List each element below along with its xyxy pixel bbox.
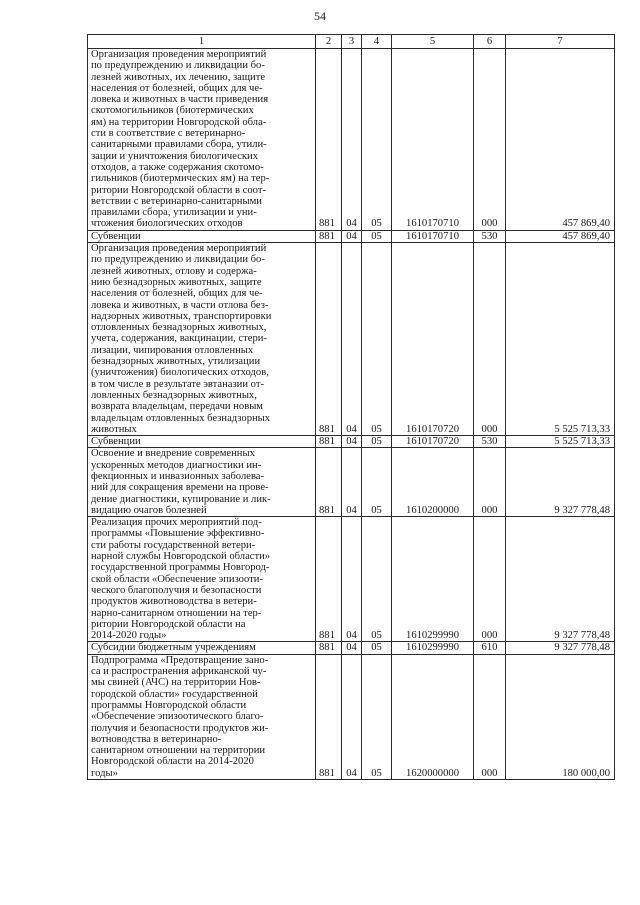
description-line: ритории Новгородской области в соот- xyxy=(91,184,266,196)
description-line: городской области» государственной xyxy=(91,688,258,700)
description-line: ловека и животных, в части отлова без- xyxy=(91,299,269,311)
admin-code-cell: 881 xyxy=(316,448,342,517)
description-line: санитарными правилами сбора, утили- xyxy=(91,139,267,151)
description-line: са и распространения африканской чу- xyxy=(91,666,267,678)
header-row xyxy=(88,35,615,49)
description-line: ческого благополучия и безопасности xyxy=(91,584,262,596)
description-line: ловека и животных в части приведения xyxy=(91,94,269,106)
table-row xyxy=(88,642,615,654)
description-line: ний для сокращения времени на прове- xyxy=(91,482,269,494)
description-line: лезней животных, отлову и содержа- xyxy=(91,265,257,277)
description-line: населения от болезней, общих для че- xyxy=(91,82,263,94)
description-line: Реализация прочих мероприятий под- xyxy=(91,517,262,529)
description-line: в том числе в результате эвтаназии от- xyxy=(91,378,264,390)
table-row xyxy=(88,230,615,242)
header-col-5: 5 xyxy=(392,35,474,49)
description-line: Подпрограмма «Предотвращение зано- xyxy=(91,654,269,666)
row-description xyxy=(88,49,316,231)
description-line: программы «Повышение эффективно- xyxy=(91,528,265,540)
description-line: санитарном отношении на территории xyxy=(91,745,266,757)
row-description xyxy=(88,230,316,242)
target-article-cell: 1610170720 xyxy=(392,436,474,448)
section-code-cell: 04 xyxy=(342,230,362,242)
amount-cell: 9 327 778,48 xyxy=(506,448,615,517)
table-row xyxy=(88,49,615,231)
subsection-code-cell: 05 xyxy=(362,230,392,242)
section-code-cell: 04 xyxy=(342,517,362,642)
description-line: программы Новгородской области xyxy=(91,699,247,711)
row-description xyxy=(88,517,316,642)
expense-type-cell: 000 xyxy=(474,49,506,231)
amount-cell: 180 000,00 xyxy=(506,654,615,779)
description-line: 2014-2020 годы» xyxy=(91,630,167,642)
target-article-cell: 1610170720 xyxy=(392,243,474,436)
header-col-3: 3 xyxy=(342,35,362,49)
subsection-code-cell: 05 xyxy=(362,654,392,779)
description-line: ям) на территории Новгородской обла- xyxy=(91,116,267,128)
description-line: гильников (биотермических ям) на тер- xyxy=(91,173,270,185)
admin-code-cell: 881 xyxy=(316,243,342,436)
section-code-cell: 04 xyxy=(342,49,362,231)
amount-cell: 457 869,40 xyxy=(506,49,615,231)
subsection-code-cell: 05 xyxy=(362,448,392,517)
description-line: (уничтожения) биологических отходов, xyxy=(91,367,269,379)
description-line: Субвенции xyxy=(91,436,141,448)
expense-type-cell: 000 xyxy=(474,654,506,779)
header-col-4: 4 xyxy=(362,35,392,49)
description-line: ской области «Обеспечение эпизооти- xyxy=(91,573,263,585)
description-line: «Обеспечение эпизоотического благо- xyxy=(91,711,264,723)
expense-type-cell: 530 xyxy=(474,230,506,242)
admin-code-cell: 881 xyxy=(316,49,342,231)
description-line: ветствии с ветеринарно-санитарными xyxy=(91,195,262,207)
description-line: зации и уничтожения биологических xyxy=(91,150,259,162)
admin-code-cell: 881 xyxy=(316,517,342,642)
table-row xyxy=(88,243,615,436)
description-line: по предупреждению и ликвидации бо- xyxy=(91,60,265,72)
description-line: Организация проведения мероприятий xyxy=(91,243,267,255)
row-description xyxy=(88,436,316,448)
expense-type-cell: 000 xyxy=(474,448,506,517)
admin-code-cell: 881 xyxy=(316,642,342,654)
description-line: сти работы государственной ветери- xyxy=(91,539,256,551)
description-line: нарной службы Новгородской области» xyxy=(91,551,271,563)
description-line: Субсидии бюджетным учреждениям xyxy=(91,642,256,654)
description-line: ускоренных методов диагностики ин- xyxy=(91,459,262,471)
table-row xyxy=(88,654,615,779)
description-line: ритории Новгородской области на xyxy=(91,618,246,630)
budget-table xyxy=(87,34,615,780)
page-number: 54 xyxy=(314,9,326,23)
description-line: чтожения биологических отходов xyxy=(91,218,243,230)
target-article-cell: 1620000000 xyxy=(392,654,474,779)
table-body xyxy=(88,49,615,780)
description-line: отловленных безнадзорных животных, xyxy=(91,322,267,334)
description-line: государственной программы Новгород- xyxy=(91,562,270,574)
amount-cell: 5 525 713,33 xyxy=(506,243,615,436)
section-code-cell: 04 xyxy=(342,436,362,448)
row-description xyxy=(88,642,316,654)
description-line: Организация проведения мероприятий xyxy=(91,49,267,60)
admin-code-cell: 881 xyxy=(316,230,342,242)
description-line: получия и безопасности продуктов жи- xyxy=(91,722,269,734)
description-line: Освоение и внедрение современных xyxy=(91,448,255,460)
target-article-cell: 1610200000 xyxy=(392,448,474,517)
description-line: мы свиней (АЧС) на территории Нов- xyxy=(91,677,261,689)
table-row xyxy=(88,436,615,448)
description-line: сти в соответствие с ветеринарно- xyxy=(91,128,246,140)
description-line: безнадзорных животных, утилизации xyxy=(91,356,261,368)
section-code-cell: 04 xyxy=(342,654,362,779)
amount-cell: 457 869,40 xyxy=(506,230,615,242)
table-row xyxy=(88,448,615,517)
expense-type-cell: 000 xyxy=(474,517,506,642)
header-col-6: 6 xyxy=(474,35,506,49)
row-description xyxy=(88,654,316,779)
header-col-1: 1 xyxy=(88,35,316,49)
section-code-cell: 04 xyxy=(342,243,362,436)
description-line: ловленных безнадзорных животных, xyxy=(91,389,257,401)
description-line: учета, содержания, вакцинации, стери- xyxy=(91,333,267,345)
row-description xyxy=(88,448,316,517)
description-line: Субвенции xyxy=(91,230,141,242)
header-col-7: 7 xyxy=(506,35,615,49)
row-description xyxy=(88,243,316,436)
description-line: надзорных животных, транспортировки xyxy=(91,310,272,322)
description-line: населения от болезней, общих для че- xyxy=(91,288,263,300)
amount-cell: 5 525 713,33 xyxy=(506,436,615,448)
expense-type-cell: 530 xyxy=(474,436,506,448)
description-line: вотноводства в ветеринарно- xyxy=(91,733,222,745)
description-line: правилами сбора, утилизации и уни- xyxy=(91,207,257,219)
subsection-code-cell: 05 xyxy=(362,49,392,231)
amount-cell: 9 327 778,48 xyxy=(506,642,615,654)
target-article-cell: 1610299990 xyxy=(392,517,474,642)
description-line: видацию очагов болезней xyxy=(91,504,207,516)
description-line: лизации, чипирования отловленных xyxy=(91,344,254,356)
description-line: продуктов животноводства в ветери- xyxy=(91,596,257,608)
description-line: отходов, а также содержания скотомо- xyxy=(91,161,264,173)
target-article-cell: 1610170710 xyxy=(392,230,474,242)
description-line: по предупреждению и ликвидации бо- xyxy=(91,254,265,266)
header-col-2: 2 xyxy=(316,35,342,49)
description-line: Новгородской области на 2014-2020 xyxy=(91,756,254,768)
target-article-cell: 1610170710 xyxy=(392,49,474,231)
expense-type-cell: 610 xyxy=(474,642,506,654)
subsection-code-cell: 05 xyxy=(362,642,392,654)
description-line: фекционных и инвазионных заболева- xyxy=(91,470,265,482)
expense-type-cell: 000 xyxy=(474,243,506,436)
description-line: нию безнадзорных животных, защите xyxy=(91,276,262,288)
description-line: животных xyxy=(91,423,137,435)
description-line: скотомогильников (биотермических xyxy=(91,105,254,117)
description-line: дение диагностики, купирование и лик- xyxy=(91,493,271,505)
section-code-cell: 04 xyxy=(342,448,362,517)
subsection-code-cell: 05 xyxy=(362,517,392,642)
description-line: лезней животных, их лечению, защите xyxy=(91,71,266,83)
section-code-cell: 04 xyxy=(342,642,362,654)
description-line: нарно-санитарном отношении на тер- xyxy=(91,607,262,619)
target-article-cell: 1610299990 xyxy=(392,642,474,654)
amount-cell: 9 327 778,48 xyxy=(506,517,615,642)
subsection-code-cell: 05 xyxy=(362,243,392,436)
description-line: возврата владельцам, передачи новым xyxy=(91,401,264,413)
description-line: владельцам отловленных безнадзорных xyxy=(91,412,271,424)
admin-code-cell: 881 xyxy=(316,654,342,779)
subsection-code-cell: 05 xyxy=(362,436,392,448)
admin-code-cell: 881 xyxy=(316,436,342,448)
description-line: годы» xyxy=(91,767,118,779)
table-row xyxy=(88,517,615,642)
